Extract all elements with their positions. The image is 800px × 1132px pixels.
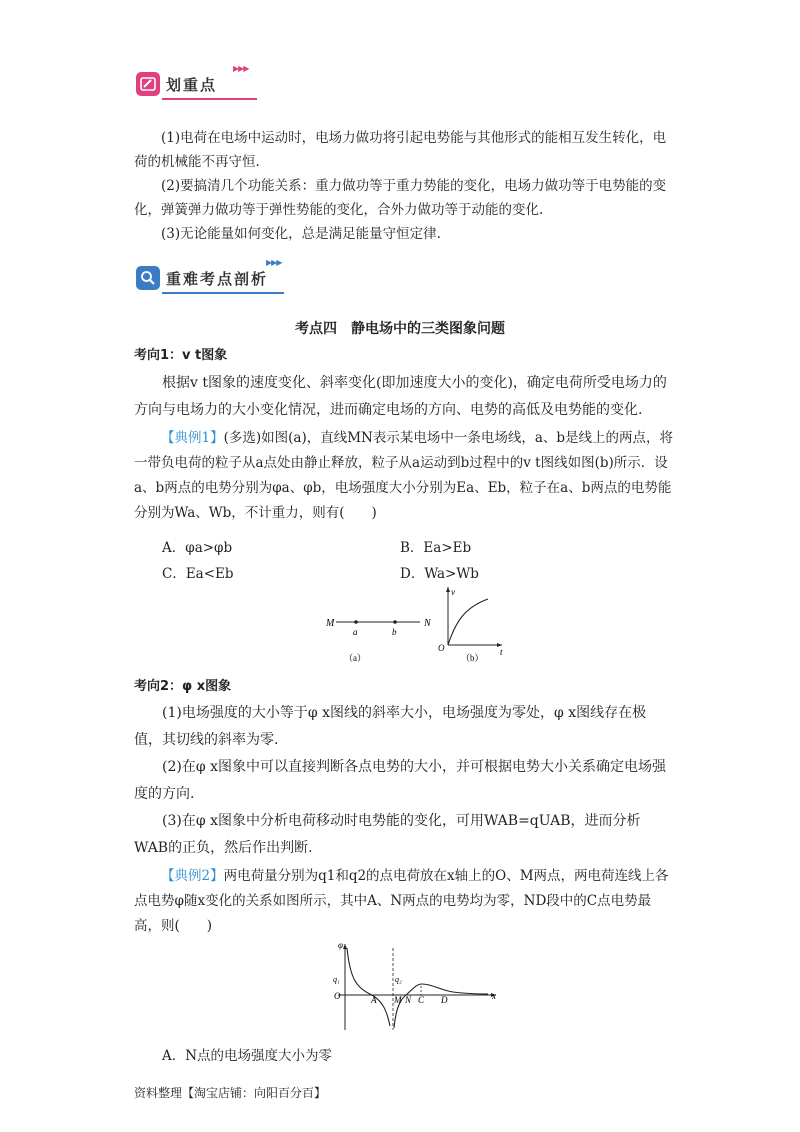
phi-curve-right bbox=[394, 984, 488, 1028]
footer-note: 资料整理【淘宝店铺：向阳百分百】 bbox=[134, 1086, 327, 1100]
point-3: (3)无论能量如何变化，总是满足能量守恒定律. bbox=[161, 226, 441, 242]
label-N: N bbox=[405, 995, 412, 1005]
example-2-option-a: A．N点的电场强度大小为零 bbox=[162, 1048, 333, 1064]
option-a: A．φa>φb bbox=[162, 540, 233, 556]
label-t: t bbox=[500, 647, 503, 657]
example-2-tag: 【典例2】 bbox=[161, 868, 224, 884]
point-b bbox=[393, 620, 397, 624]
direction-2-title: 考向2：φ x图象 bbox=[134, 679, 232, 694]
option-b: B．Ea>Eb bbox=[400, 540, 472, 556]
direction-2-item-3: (3)在φ x图象中分析电荷移动时电势能的变化，可用WAB=qUAB，进而分析WAB的正负，然后作出判断. bbox=[134, 813, 641, 856]
direction-1-text: 根据v t图象的速度变化、斜率变化(即加速度大小的变化)，确定电荷所受电场力的方向与电场力的大小变化情况，进而确定电场的方向、电势的高低及电势能的变化. bbox=[134, 375, 667, 418]
example-1-tag: 【典例1】 bbox=[161, 430, 224, 446]
label-q2: q₂ bbox=[395, 975, 402, 984]
triple-arrow-icon: ▶▶▶ bbox=[266, 258, 282, 267]
key-points-badge bbox=[136, 72, 217, 96]
direction-2-item-1: (1)电场强度的大小等于φ x图线的斜率大小，电场强度为零处，φ x图线存在极值，其切线的斜率为零. bbox=[134, 705, 647, 748]
label-q1: q₁ bbox=[333, 975, 340, 984]
point-2: (2)要搞清几个功能关系：重力做功等于重力势能的变化，电场力做功等于电势能的变化，弹簧弹力做功等于弹性势能的变化，合外力做功等于动能的变化. bbox=[134, 178, 667, 218]
label-N: N bbox=[424, 618, 431, 629]
figure-2 bbox=[328, 938, 508, 1036]
label-C: C bbox=[418, 995, 425, 1005]
example-2-body: 两电荷量分别为q1和q2的点电荷放在x轴上的O、M两点，两电荷连线上各点电势φ随x变化的关系如图所示，其中A、N两点的电势均为零，ND段中的C点电势最高，则( ) bbox=[134, 868, 669, 934]
direction-1-title: 考向1：v t图象 bbox=[134, 348, 228, 363]
label-A: A bbox=[371, 995, 377, 1005]
label-x: x bbox=[492, 991, 496, 1001]
phi-curve-left bbox=[347, 948, 390, 1026]
badge-underline bbox=[162, 292, 284, 294]
option-c: C．Ea<Eb bbox=[162, 566, 234, 582]
section-title: 考点四 静电场中的三类图象问题 bbox=[295, 321, 505, 337]
label-a: a bbox=[353, 627, 358, 637]
caption-a: （a） bbox=[344, 653, 366, 663]
label-O: O bbox=[438, 643, 445, 653]
key-difficulty-badge bbox=[136, 266, 268, 290]
label-phi: φ bbox=[338, 940, 343, 950]
badge-underline bbox=[162, 98, 257, 100]
label-M: M bbox=[394, 995, 402, 1005]
example-2-text bbox=[134, 864, 674, 939]
example-1-body: (多选)如图(a)，直线MN表示某电场中一条电场线，a、b是线上的两点，将一带负电荷的粒子从a点处由静止释放，粒子从a运动到b过程中的v t图线如图(b)所示．设a、b两点的电势分别为φa、φb，电场强度大小分别为Ea、Eb，粒子在a、b两点的电势能分别为Wa、Wb，不计重力，则有( ) bbox=[134, 430, 674, 521]
pencil-icon bbox=[136, 72, 160, 96]
label-O: O bbox=[334, 991, 341, 1001]
magnifier-icon bbox=[136, 266, 160, 290]
badge-label: 划重点 bbox=[166, 75, 218, 94]
label-b: b bbox=[392, 627, 397, 637]
option-d: D．Wa>Wb bbox=[400, 566, 479, 582]
triple-arrow-icon: ▶▶▶ bbox=[233, 64, 249, 73]
figure-1 bbox=[320, 585, 510, 670]
caption-b: （b） bbox=[461, 653, 484, 663]
point-a bbox=[354, 620, 358, 624]
label-v: v bbox=[451, 587, 455, 597]
label-D: D bbox=[441, 995, 448, 1005]
vt-curve bbox=[448, 599, 488, 645]
label-M: M bbox=[326, 618, 335, 629]
direction-2-item-2: (2)在φ x图象中可以直接判断各点电势的大小，并可根据电势大小关系确定电场强度的方向. bbox=[134, 759, 666, 802]
badge-label: 重难考点剖析 bbox=[166, 269, 269, 288]
example-1-text bbox=[134, 426, 674, 526]
point-1: (1)电荷在电场中运动时，电场力做功将引起电势能与其他形式的能相互发生转化，电荷的机械能不再守恒. bbox=[134, 130, 667, 170]
